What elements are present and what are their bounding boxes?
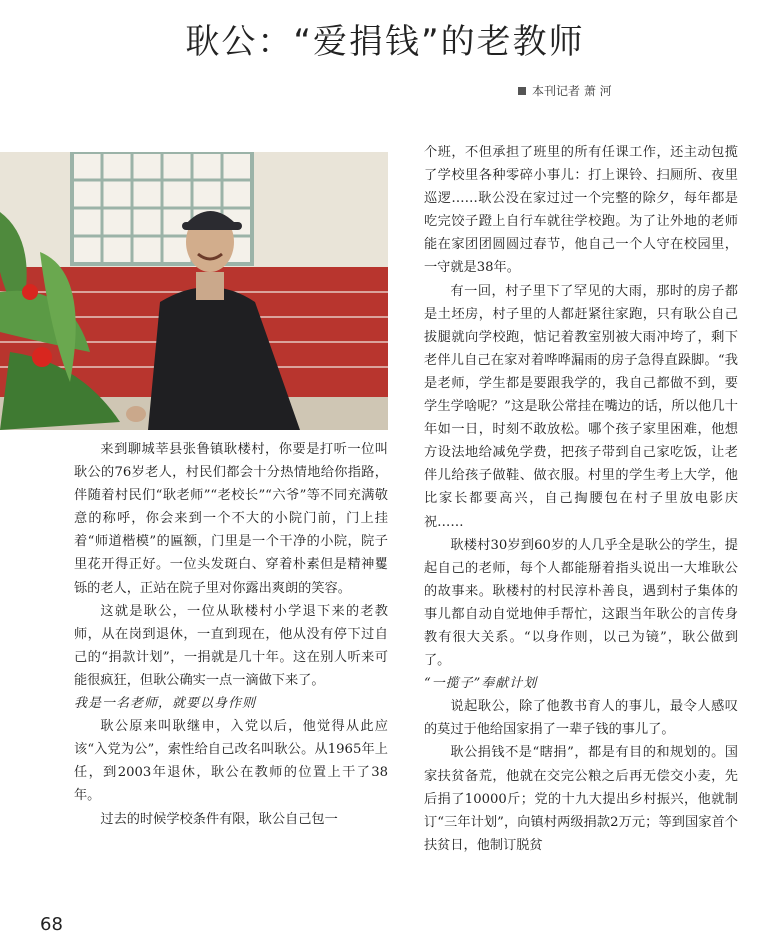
byline-text: 本刊记者 萧 河 [532,84,612,98]
byline [518,82,612,99]
article-title: 耿公：“爱捐钱”的老教师 [185,22,585,62]
left-column [74,438,388,831]
paragraph: 这就是耿公，一位从耿楼村小学退下来的老教师，从在岗到退休，一直到现在，他从没有停下过自己的“捐款计划”，一捐就是几十年。这在别人听来可能很疯狂，但耿公确实一点一滴做下来了。 [74,603,388,688]
paragraph: 来到聊城莘县张鲁镇耿楼村，你要是打听一位叫耿公的76岁老人，村民们都会十分热情地给你指路，伴随着村民们“耿老师”“老校长”“六爷”等不同充满敬意的称呼，你会来到一个不大的小院门前，门上挂着“师道楷模”的匾额，门里是一个干净的小院，院子里花开得正好。一位头发斑白、穿着朴素但是精神矍铄的老人，正站在院子里对你露出爽朗的笑容。 [74,442,388,596]
section-subheading: 我是一名老师，就要以身作则 [74,696,257,712]
paragraph: 有一回，村子里下了罕见的大雨，那时的房子都是土坯房，村子里的人都赶紧往家跑，只有耿公自己拔腿就向学校跑，惦记着教室别被大雨冲垮了，剩下老伴儿自己在家对着哗哗漏雨的房子急得直跺脚。“我是老师，学生都是要跟我学的，我自己都做不到，要学生学啥呢？”这是耿公常挂在嘴边的话，所以他几十年如一日，时刻不敢放松。哪个孩子家里困难，他想方设法地给减免学费，把孩子带到自己家吃饭，让老伴儿给孩子做鞋、做衣服。村里的学生考上大学，他比家长都要高兴，自己掏腰包在村子里放电影庆祝…… [424,283,738,530]
portrait-photo [0,152,388,430]
section-subheading: “一揽子”奉献计划 [424,676,538,692]
square-bullet-icon [518,87,526,95]
paragraph: 说起耿公，除了他教书育人的事儿，最令人感叹的莫过于他给国家捐了一辈子钱的事儿了。 [424,699,738,738]
page-number: 68 [40,914,63,935]
paragraph: 耿公原来叫耿继申，入党以后，他觉得从此应该“入党为公”，索性给自己改名叫耿公。从1965年上任，到2003年退休，耿公在教师的位置上干了38年。 [74,719,388,804]
paragraph: 耿公捐钱不是“瞎捐”，都是有目的和规划的。国家扶贫备荒，他就在交完公粮之后再无偿交小麦，先后捐了10000斤；党的十九大提出乡村振兴，他就制订“三年计划”，向镇村两级捐款2万元；等到国家首个扶贫日，他制订脱贫 [424,745,738,853]
paragraph: 个班，不但承担了班里的所有任课工作，还主动包揽了学校里各种零碎小事儿：打上课铃、扫厕所、夜里巡逻……耿公没在家过过一个完整的除夕，每年都是吃完饺子蹬上自行车就往学校跑。为了让外地的老师能在家团团圆圆过春节，他自己一个人守在校园里，一守就是38年。 [424,145,738,276]
photo-illustration [0,152,388,430]
paragraph: 过去的时候学校条件有限，耿公自己包一 [100,811,338,827]
right-column [424,141,738,857]
paragraph: 耿楼村30岁到60岁的人几乎全是耿公的学生，提起自己的老师，每个人都能掰着指头说出一大堆耿公的故事来。耿楼村的村民淳朴善良，遇到村子集体的事儿都自动自觉地伸手帮忙，这跟当年耿公的言传身教有很大关系。“以身作则，以己为镜”，耿公做到了。 [424,537,738,669]
